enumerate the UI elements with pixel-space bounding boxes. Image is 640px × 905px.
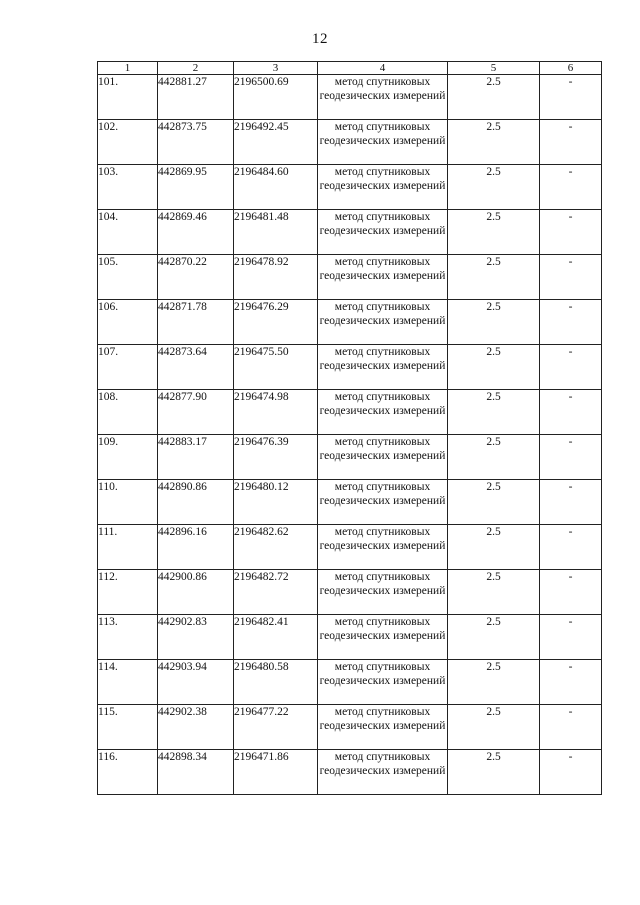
accuracy-cell: 2.5 [448,615,540,660]
table-row [98,300,602,345]
method-cell: метод спутниковых геодезических измерений [318,210,448,255]
point-number-cell: 112. [98,570,158,615]
method-cell: метод спутниковых геодезических измерений [318,435,448,480]
y-coordinate-cell: 2196471.86 [234,750,318,795]
y-coordinate-cell: 2196478.92 [234,255,318,300]
note-cell: - [540,210,602,255]
x-coordinate-cell: 442898.34 [158,750,234,795]
point-number-cell: 113. [98,615,158,660]
accuracy-cell: 2.5 [448,660,540,705]
point-number-cell: 105. [98,255,158,300]
y-coordinate-cell: 2196476.39 [234,435,318,480]
table-row [98,165,602,210]
point-number-cell: 101. [98,75,158,120]
accuracy-cell: 2.5 [448,300,540,345]
table-row [98,525,602,570]
note-cell: - [540,750,602,795]
x-coordinate-cell: 442900.86 [158,570,234,615]
note-cell: - [540,165,602,210]
method-cell: метод спутниковых геодезических измерений [318,300,448,345]
table-row [98,345,602,390]
accuracy-cell: 2.5 [448,705,540,750]
method-cell: метод спутниковых геодезических измерений [318,120,448,165]
note-cell: - [540,660,602,705]
x-coordinate-cell: 442902.38 [158,705,234,750]
note-cell: - [540,255,602,300]
x-coordinate-cell: 442869.46 [158,210,234,255]
note-cell: - [540,570,602,615]
y-coordinate-cell: 2196477.22 [234,705,318,750]
accuracy-cell: 2.5 [448,750,540,795]
accuracy-cell: 2.5 [448,570,540,615]
accuracy-cell: 2.5 [448,210,540,255]
header-cell: 5 [448,62,540,75]
method-cell: метод спутниковых геодезических измерений [318,255,448,300]
accuracy-cell: 2.5 [448,480,540,525]
x-coordinate-cell: 442877.90 [158,390,234,435]
y-coordinate-cell: 2196492.45 [234,120,318,165]
note-cell: - [540,345,602,390]
table-row [98,120,602,165]
y-coordinate-cell: 2196480.12 [234,480,318,525]
accuracy-cell: 2.5 [448,165,540,210]
point-number-cell: 114. [98,660,158,705]
accuracy-cell: 2.5 [448,120,540,165]
table-row [98,480,602,525]
note-cell: - [540,300,602,345]
x-coordinate-cell: 442903.94 [158,660,234,705]
method-cell: метод спутниковых геодезических измерений [318,390,448,435]
point-number-cell: 104. [98,210,158,255]
header-cell: 3 [234,62,318,75]
method-cell: метод спутниковых геодезических измерений [318,615,448,660]
accuracy-cell: 2.5 [448,255,540,300]
y-coordinate-cell: 2196500.69 [234,75,318,120]
y-coordinate-cell: 2196481.48 [234,210,318,255]
accuracy-cell: 2.5 [448,390,540,435]
table-row [98,390,602,435]
method-cell: метод спутниковых геодезических измерений [318,705,448,750]
method-cell: метод спутниковых геодезических измерений [318,750,448,795]
note-cell: - [540,120,602,165]
method-cell: метод спутниковых геодезических измерений [318,570,448,615]
y-coordinate-cell: 2196484.60 [234,165,318,210]
header-cell: 1 [98,62,158,75]
x-coordinate-cell: 442881.27 [158,75,234,120]
y-coordinate-cell: 2196474.98 [234,390,318,435]
coordinates-table [97,61,602,795]
note-cell: - [540,480,602,525]
point-number-cell: 111. [98,525,158,570]
method-cell: метод спутниковых геодезических измерений [318,480,448,525]
point-number-cell: 116. [98,750,158,795]
note-cell: - [540,75,602,120]
x-coordinate-cell: 442896.16 [158,525,234,570]
table-row [98,750,602,795]
y-coordinate-cell: 2196476.29 [234,300,318,345]
accuracy-cell: 2.5 [448,435,540,480]
table-row [98,615,602,660]
x-coordinate-cell: 442873.64 [158,345,234,390]
note-cell: - [540,705,602,750]
note-cell: - [540,435,602,480]
accuracy-cell: 2.5 [448,345,540,390]
table-body [98,75,602,795]
method-cell: метод спутниковых геодезических измерений [318,660,448,705]
table-row [98,705,602,750]
x-coordinate-cell: 442883.17 [158,435,234,480]
point-number-cell: 108. [98,390,158,435]
method-cell: метод спутниковых геодезических измерений [318,525,448,570]
x-coordinate-cell: 442869.95 [158,165,234,210]
y-coordinate-cell: 2196480.58 [234,660,318,705]
y-coordinate-cell: 2196475.50 [234,345,318,390]
y-coordinate-cell: 2196482.41 [234,615,318,660]
table-row [98,210,602,255]
point-number-cell: 115. [98,705,158,750]
table-row [98,660,602,705]
table-row [98,75,602,120]
point-number-cell: 107. [98,345,158,390]
x-coordinate-cell: 442870.22 [158,255,234,300]
x-coordinate-cell: 442871.78 [158,300,234,345]
header-row [98,62,602,75]
accuracy-cell: 2.5 [448,75,540,120]
table-row [98,570,602,615]
point-number-cell: 109. [98,435,158,480]
point-number-cell: 110. [98,480,158,525]
method-cell: метод спутниковых геодезических измерений [318,75,448,120]
accuracy-cell: 2.5 [448,525,540,570]
table-row [98,435,602,480]
table-header [98,62,602,75]
table-row [98,255,602,300]
page-number: 12 [312,31,328,47]
x-coordinate-cell: 442902.83 [158,615,234,660]
y-coordinate-cell: 2196482.72 [234,570,318,615]
point-number-cell: 106. [98,300,158,345]
method-cell: метод спутниковых геодезических измерений [318,165,448,210]
method-cell: метод спутниковых геодезических измерений [318,345,448,390]
note-cell: - [540,615,602,660]
header-cell: 2 [158,62,234,75]
y-coordinate-cell: 2196482.62 [234,525,318,570]
header-cell: 4 [318,62,448,75]
note-cell: - [540,390,602,435]
x-coordinate-cell: 442890.86 [158,480,234,525]
point-number-cell: 103. [98,165,158,210]
note-cell: - [540,525,602,570]
x-coordinate-cell: 442873.75 [158,120,234,165]
header-cell: 6 [540,62,602,75]
point-number-cell: 102. [98,120,158,165]
